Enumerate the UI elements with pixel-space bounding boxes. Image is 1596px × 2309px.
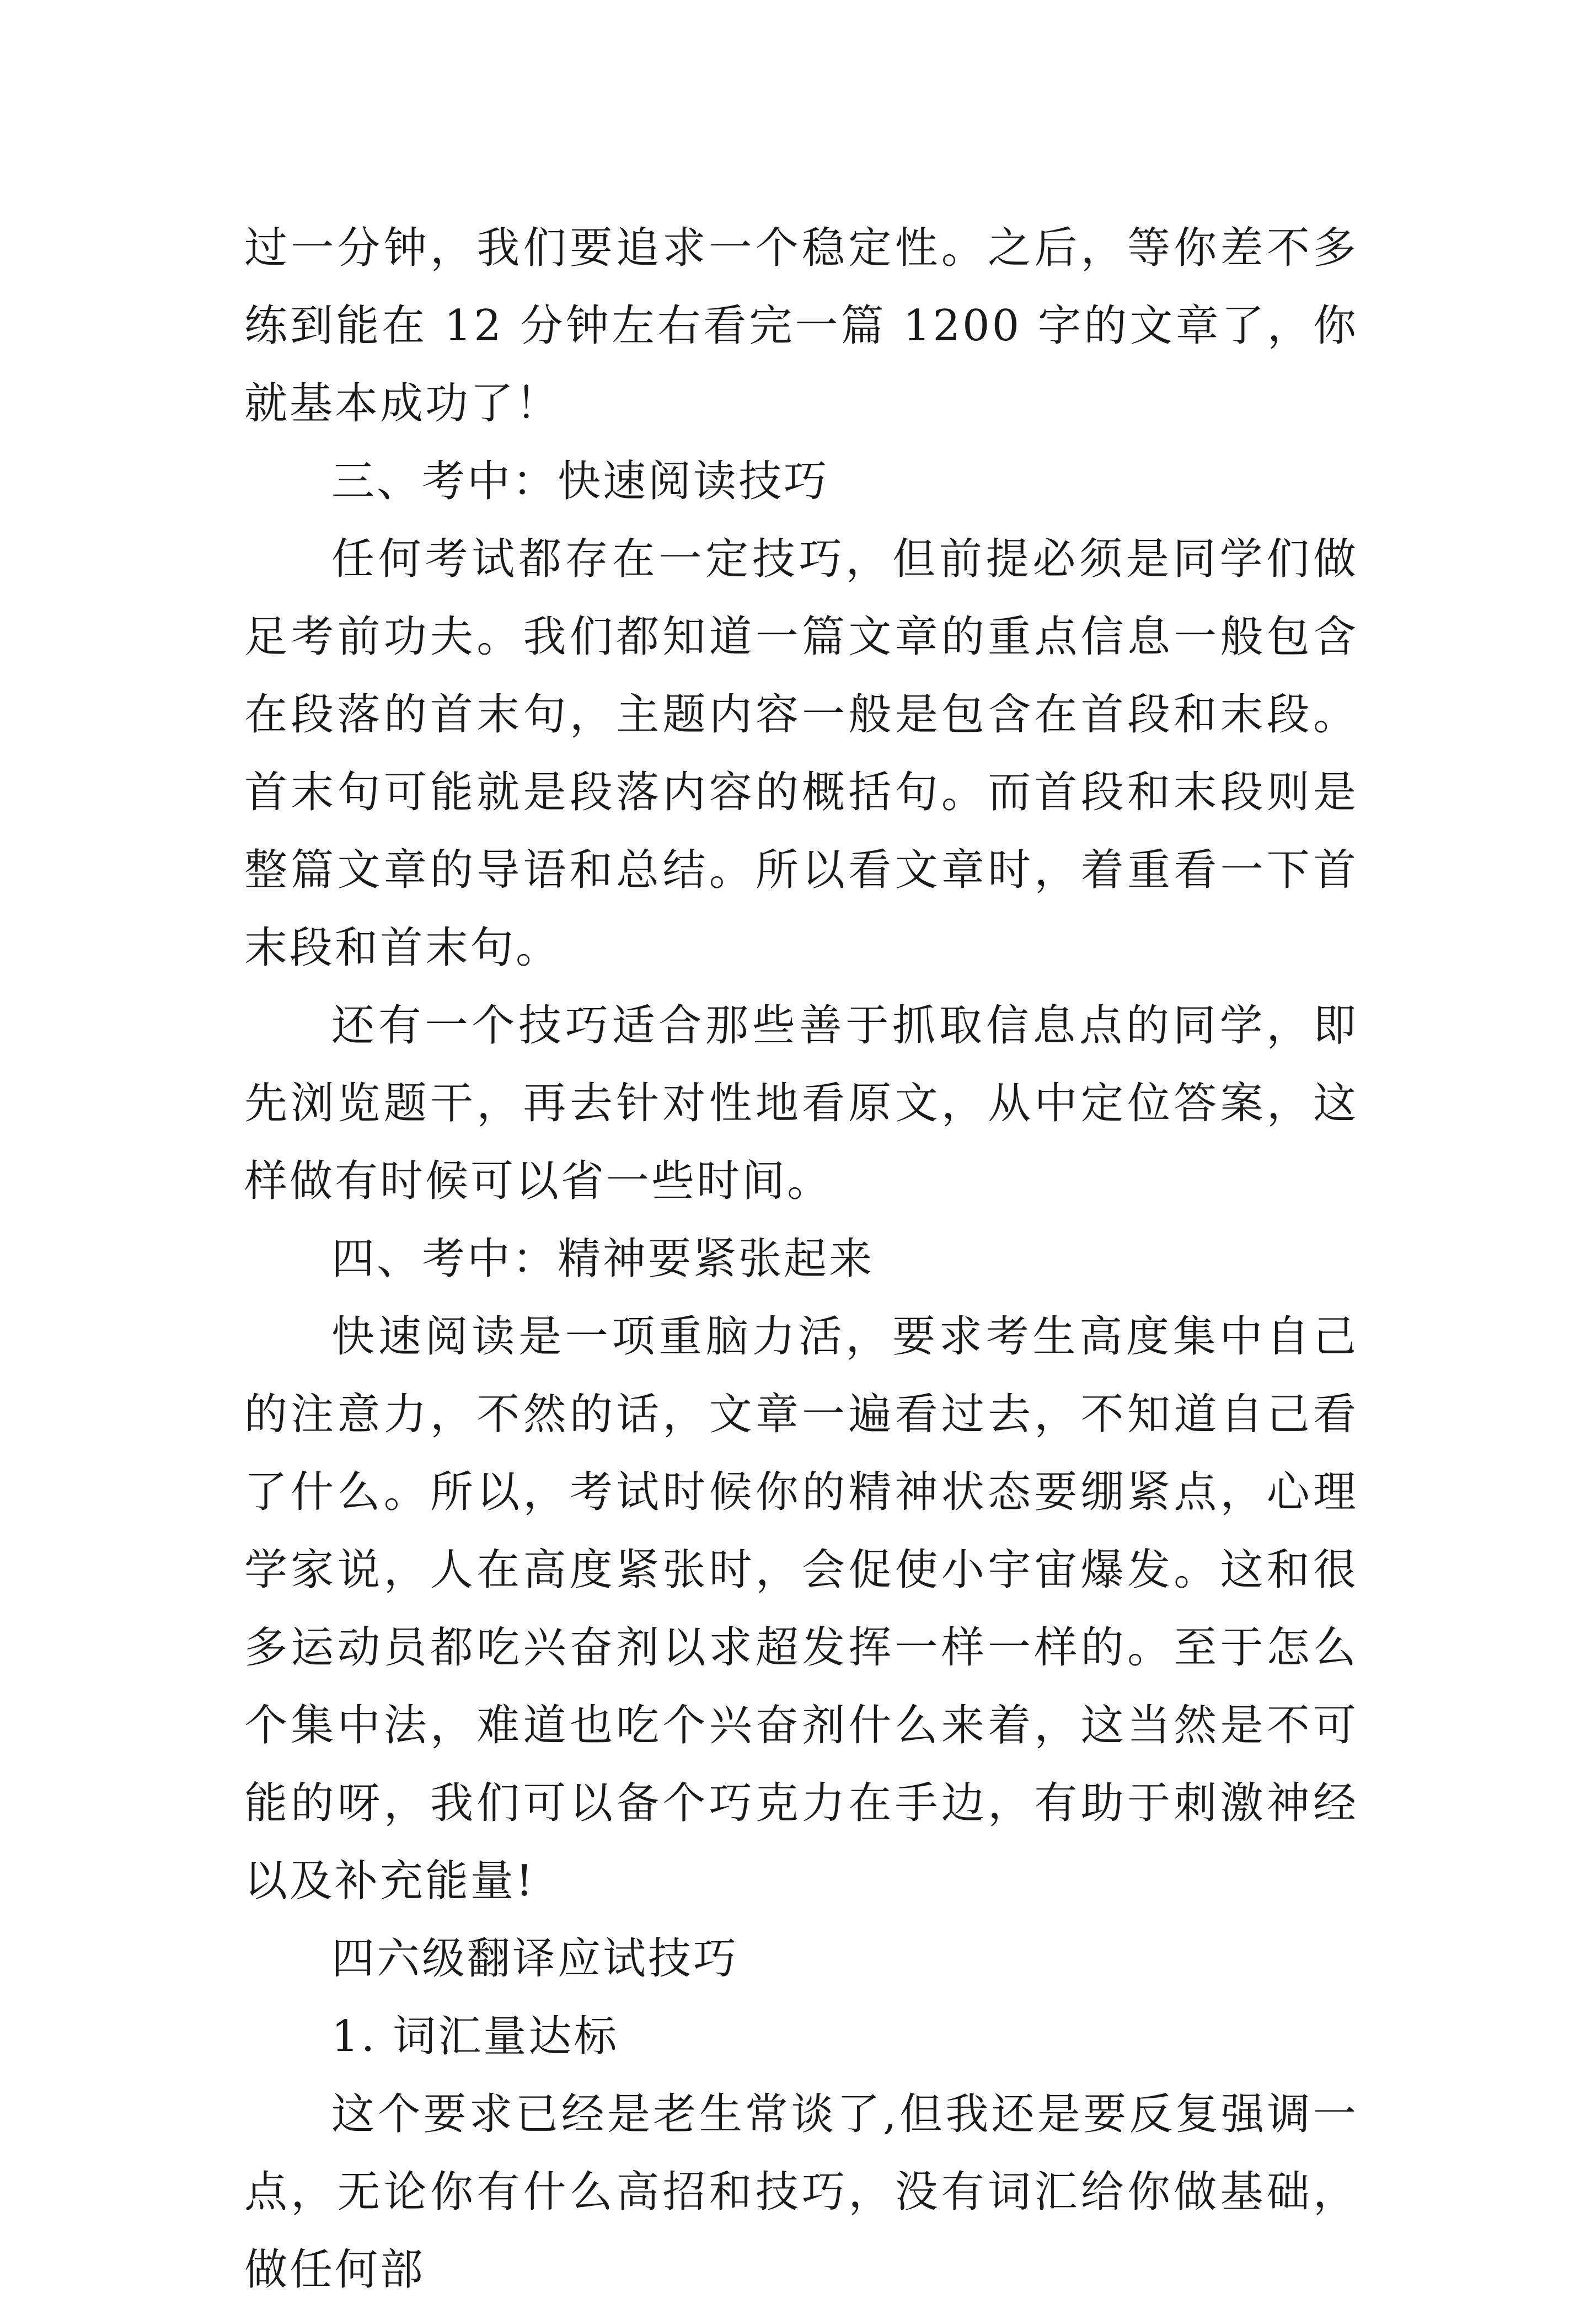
paragraph: 这个要求已经是老生常谈了,但我还是要反复强调一点，无论你有什么高招和技巧，没有词汇给你做基础，做任何部 <box>244 2090 1358 2295</box>
section-heading-translation: 四六级翻译应试技巧 <box>331 1934 739 1984</box>
paragraph: 快速阅读是一项重脑力活，要求考生高度集中自己的注意力，不然的话，文章一遍看过去，不知道自己看了什么。所以，考试时候你的精神状态要绷紧点，心理学家说，人在高度紧张时，会促使小宇宙爆发。这和很多运动员都吃兴奋剂以求超发挥一样一样的。至于怎么个集中法，难道也吃个兴奋剂什么来着，这当然是不可能的呀，我们可以备个巧克力在手边，有助于刺激神经以及补充能量! <box>244 1312 1358 1906</box>
paragraph: 任何考试都存在一定技巧，但前提必须是同学们做足考前功夫。我们都知道一篇文章的重点信息一般包含在段落的首末句，主题内容一般是包含在首段和末段。首末句可能就是段落内容的概括句。而首段和末段则是整篇文章的导语和总结。所以看文章时，着重看一下首末段和首末句。 <box>244 534 1358 973</box>
section-heading-4: 四、考中：精神要紧张起来 <box>331 1234 875 1284</box>
document-body <box>244 210 1358 2309</box>
paragraph-continuation: 过一分钟，我们要追求一个稳定性。之后，等你差不多练到能在 12 分钟左右看完一篇 1200 字的文章了，你就基本成功了！ <box>244 223 1358 428</box>
section-heading-3: 三、考中：快速阅读技巧 <box>331 457 829 506</box>
paragraph: 还有一个技巧适合那些善于抓取信息点的同学，即先浏览题干，再去针对性地看原文，从中定位答案，这样做有时候可以省一些时间。 <box>244 1001 1358 1206</box>
subheading-vocabulary: 1. 词汇量达标 <box>331 2012 619 2061</box>
